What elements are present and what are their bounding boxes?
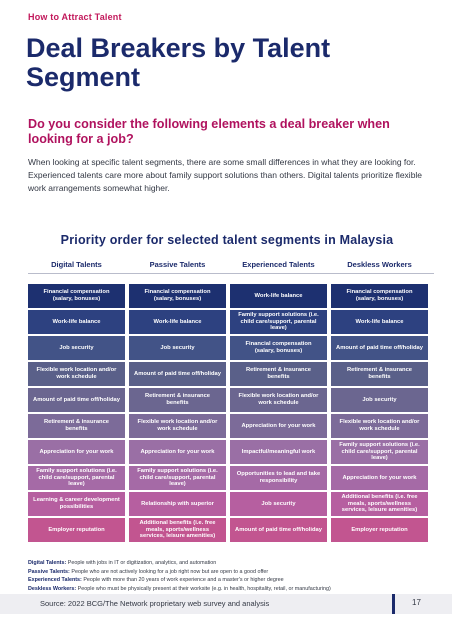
column-header: Experienced Talents: [242, 260, 315, 269]
table-cell: Relationship with superior: [129, 492, 226, 516]
table-cell: Retirement & insurance benefits: [331, 362, 428, 386]
table-cell: Amount of paid time off/holiday: [331, 336, 428, 360]
footnote: [28, 568, 434, 577]
table-cell: Job security: [230, 492, 327, 516]
table-cell: Family support solutions (i.e. child care/support, parental leave): [230, 310, 327, 334]
eyebrow-label: How to Attract Talent: [28, 12, 122, 22]
table-cell: Impactful/meaningful work: [230, 440, 327, 464]
table-cell: Job security: [129, 336, 226, 360]
table-cell: Flexible work location and/or work schedule: [28, 362, 125, 386]
table-header: [28, 260, 434, 274]
table-cell: Appreciation for your work: [331, 466, 428, 490]
table-cell: Retirement & insurance benefits: [129, 388, 226, 412]
table-title: Priority order for selected talent segments in Malaysia: [60, 233, 394, 247]
table-cell: Work-life balance: [230, 284, 327, 308]
source-note: Source: 2022 BCG/The Network proprietary web survey and analysis: [40, 599, 270, 608]
table-cell: Appreciation for your work: [129, 440, 226, 464]
table-cell: Flexible work location and/or work schedule: [331, 414, 428, 438]
table-cell: Amount of paid time off/holiday: [28, 388, 125, 412]
table-cell: Opportunities to lead and take responsibility: [230, 466, 327, 490]
footnote: [28, 559, 434, 568]
table-cell: Financial compensation (salary, bonuses): [129, 284, 226, 308]
table-cell: Family support solutions (i.e. child care/support, parental leave): [129, 466, 226, 490]
page-number: 17: [412, 598, 421, 607]
table-cell: Work-life balance: [28, 310, 125, 334]
footnote: [28, 576, 434, 585]
footnote-text: People with jobs in IT or digitization, analytics, and automation: [66, 560, 217, 566]
table-cell: Learning & career development possibilities: [28, 492, 125, 516]
footnote-text: People who must be physically present at their worksite (e.g. in health, hospitality, retail, or manufacturing): [76, 585, 331, 592]
priority-table: [28, 284, 434, 542]
table-cell: Family support solutions (i.e. child care/support, parental leave): [28, 466, 125, 490]
table-cell: Additional benefits (i.e. free meals, sports/wellness services, leisure amenities): [129, 518, 226, 542]
table-cell: Work-life balance: [129, 310, 226, 334]
table-cell: Amount of paid time off/holiday: [230, 518, 327, 542]
table-cell: Family support solutions (i.e. child care/support, parental leave): [331, 440, 428, 464]
footnote: [28, 585, 434, 594]
question-subtitle: Do you consider the following elements a deal breaker when looking for a job?: [28, 117, 390, 146]
table-cell: Job security: [331, 388, 428, 412]
column-header: Digital Talents: [51, 260, 102, 269]
table-cell: Additional benefits (i.e. free meals, sports/wellness services, leisure amenities): [331, 492, 428, 516]
table-cell: Flexible work location and/or work schedule: [129, 414, 226, 438]
footnotes: [28, 559, 434, 593]
table-cell: Retirement & insurance benefits: [230, 362, 327, 386]
column-header: Passive Talents: [149, 260, 206, 269]
page-footer: [0, 594, 452, 614]
footnote-text: People who are not actively looking for a job right now but are open to a good offer: [69, 568, 269, 575]
footer-accent-bar: [392, 594, 395, 614]
table-cell: Retirement & insurance benefits: [28, 414, 125, 438]
table-cell: Work-life balance: [331, 310, 428, 334]
table-cell: Employer reputation: [28, 518, 125, 542]
footnote-term: Deskless Workers:: [28, 585, 77, 592]
footnote-term: Experienced Talents:: [28, 577, 82, 584]
footnote-term: Passive Talents:: [28, 568, 70, 575]
column-header: Deskless Workers: [347, 260, 412, 269]
table-cell: Appreciation for your work: [28, 440, 125, 464]
table-cell: Appreciation for your work: [230, 414, 327, 438]
page-title: Deal Breakers by Talent Segment: [26, 33, 331, 92]
table-cell: Financial compensation (salary, bonuses): [331, 284, 428, 308]
table-cell: Financial compensation (salary, bonuses): [230, 336, 327, 360]
table-cell: Financial compensation (salary, bonuses): [28, 284, 125, 308]
table-cell: Amount of paid time off/holiday: [129, 362, 226, 386]
intro-paragraph: When looking at specific talent segments, there are some small differences in what they are looking for. Experienced talents care more about family support solutions than others. Digital talents prioritize flexible work arrangements somewhat higher.: [28, 157, 423, 193]
footnote-term: Digital Talents:: [28, 560, 67, 566]
table-cell: Job security: [28, 336, 125, 360]
table-cell: Employer reputation: [331, 518, 428, 542]
table-cell: Flexible work location and/or work schedule: [230, 388, 327, 412]
footnote-text: People with more than 20 years of work experience and a master's or higher degree: [81, 577, 284, 584]
